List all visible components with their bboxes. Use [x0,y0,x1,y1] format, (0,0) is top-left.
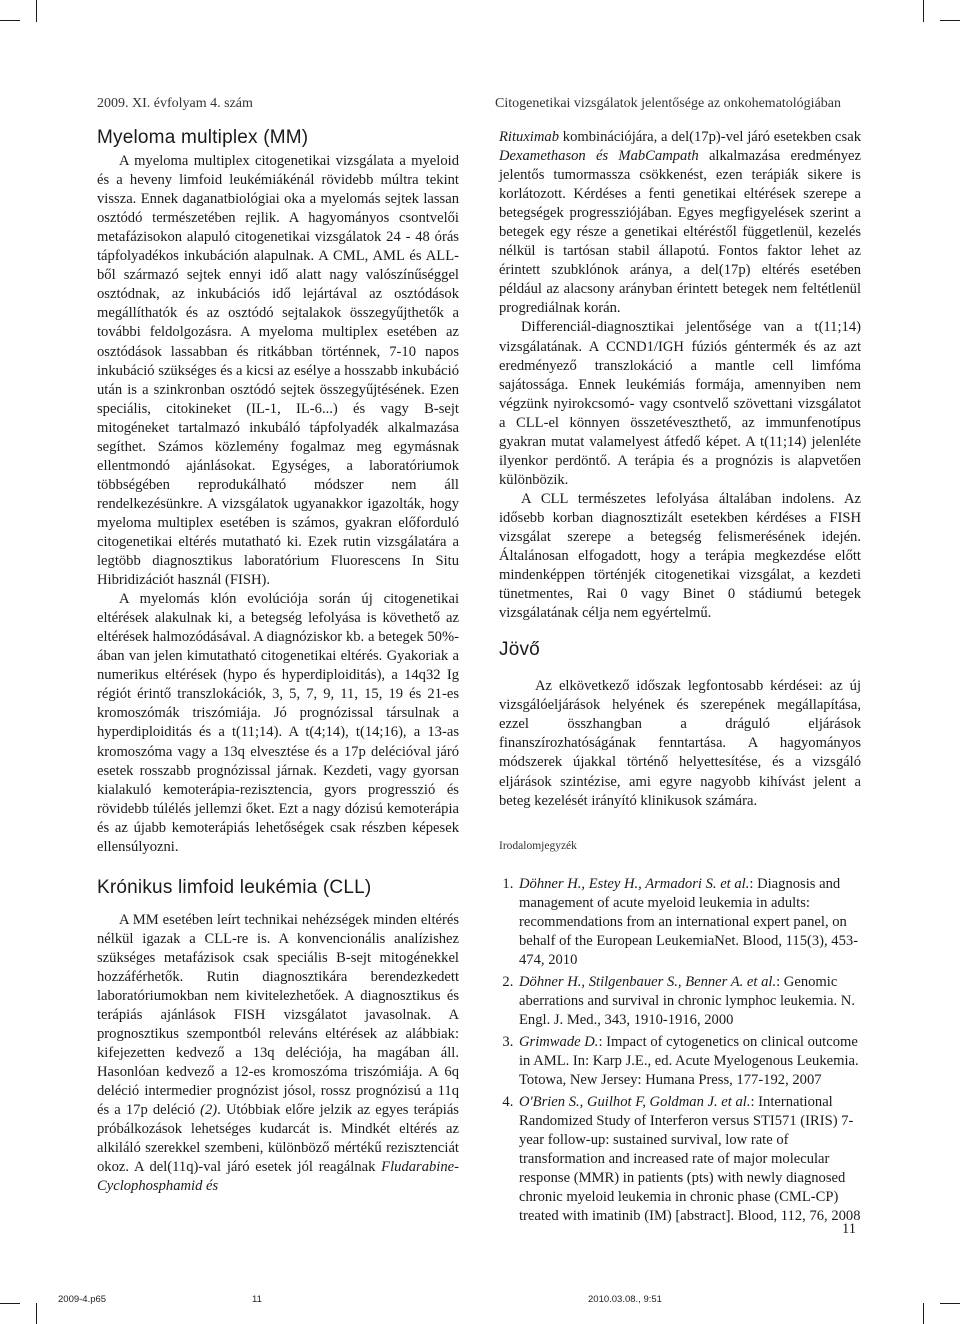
reference-item [517,1033,861,1090]
running-header-right: Citogenetikai vizsgálatok jelentősége az onkohematológiában [495,96,842,111]
crop-mark [923,1303,924,1324]
footer-timestamp: 2010.03.08., 9:51 [588,1294,662,1305]
reference-text: : Genomic aberrations and survival in chronic lymphoc leukemia. N. Engl. J. Med., 343, 1910-1916, 2000 [519,973,855,1028]
reference-text: : International Randomized Study of Interferon versus STI571 (IRIS) 7-year follow-up: sustained survival, low rate of transformation and increased rate of major molecular response (MMR) in patients (pts) with newly diagnosed chronic myeloid leukemia in chronic phase (CML-CP) treated with imatinib (IM) [abstract]. Blood, 112, 76, 2008 [519,1094,861,1225]
right-column [499,128,861,1229]
crop-mark [0,20,20,21]
references-title: Irodalomjegyzék [499,839,577,852]
reference-item [517,1093,861,1226]
section-title-cll: Krónikus limfoid leukémia (CLL) [97,876,372,898]
reference-list [499,875,861,1227]
reference-authors: Döhner H., Stilgenbauer S., Benner A. et al. [519,973,777,990]
crop-mark [0,1303,20,1304]
citation: (2) [200,1102,218,1119]
left-column [97,128,459,1197]
drug-name: Dexamethason és MabCampath [499,148,699,165]
paragraph-text: . Utóbbiak előre jelzik az egyes terápiás próbálkozások lehetséges kudarcát is. Mindkét eltérés az alkiláló szerekkel szembeni, különböző mértékű rezisztenciát okoz. A del(11q)-val járó esetek jól reagálnak [97,1102,459,1176]
body-paragraph: Differenciál-diagnosztikai jelentősége van a t(11;14) vizsgálatának. A CCND1/IGH fúziós géntermék és az azt eredményező transzlokáció a mantle cell limfóma sajátossága. Ennek leukémiás formája, amennyiben nem végzünk nyirokcsomó- vagy csontvelő szövettani vizsgálatot a CLL-el könnyen összetéveszthető, az immunfenotípus gyakran mutat valamelyest átfedő képet. A t(11;14) jelenléte ilyenkor perdöntő. A terápia és a prognózis is alapvetően különbözik. [499,319,861,488]
paragraph-text: kombinációjára, a del(17p)-vel járó esetekben csak [559,129,861,145]
reference-text: : Diagnosis and management of acute myeloid leukemia in adults: recommendations from an international expert panel, on behalf of the European LeukemiaNet. Blood, 115(3), 453-474, 2010 [519,875,859,968]
drug-name: Fludarabine-Cyclophosphamid és [97,1159,459,1195]
body-paragraph: A myelomás klón evolúciója során új citogenetikai eltérések alakulnak ki, a betegség lefolyása is követhető az eltérések halmozódásával. A diagnóziskor kb. a betegek 50%-ában van jelen kimutatható citogenetikai eltérés. Gyakoriak a numerikus eltérések (hypo és hyperdiploiditás), a 14q32 Ig régiót érintő transzlokációk, 3, 5, 7, 9, 11, 15, 19 és 21-es kromoszómák triszómiája. Jó prognózissal társulnak a hyperdiploiditás és a t(11;14). A t(4;14), t(14;16), a 13-as kromoszóma vagy a 13q elvesztése és a 17p delécióval járó esetek rosszabb prognózissal járnak. Kezdeti, vagy gyorsan kialakuló kemoterápia-rezisztencia, gyors progresszió és rövidebb túlélés jellemzi őket. Ezt a nagy dózisú kemoterápia és az újabb kemoterápiás lehetőségek csak részben képesek ellensúlyozni. [97,591,459,855]
body-paragraph [97,911,459,1197]
crop-mark [940,1303,960,1304]
footer-file: 2009-4.p65 [58,1294,107,1305]
reference-authors: Döhner H., Estey H., Armadori S. et al. [519,875,750,892]
reference-item [517,973,861,1030]
page-number: 11 [842,1221,856,1237]
reference-authors: Grimwade D. [519,1034,599,1051]
body-paragraph: A myeloma multiplex citogenetikai vizsgálata a myeloid és a heveny limfoid leukémiákénál rövidebb múltra tekint vissza. Ennek daganatbiológiai oka a myelomás sejtek lassan osztódó természetében rejlik. A hagyományos csontvelői metafázisokon alapuló citogenetikai vizsgálatok 24 - 48 órás tápfolyadékos inkubáción alapulnak. A CML, AML és ALL-ből származó sejtek ennyi idő alatt nagy valószínűséggel osztódnak, az inkubációs idő lejártával az osztódások megállíthatók és az osztódó sejtalakok összegyűjthetők a további feldolgozásra. A myeloma multiplex esetében az osztódások lassabban és ritkábban történnek, 7-10 napos inkubáció szükséges és a kicsi az esélye a hosszabb inkubáció után is a szinkronban osztódó sejtek összegyűjtésének. Ezen speciális, citokineket (IL-1, IL-6...) és vagy B-sejt mitogéneket tartalmazó inkubáló tápfolyadék alkalmazása segíthet. Számos közlemény fogalmaz meg egymásnak ellentmondó ajánlásokat. Egységes, a laboratóriumok többségében reprodukálható módszer nem áll rendelkezésünkre. A vizsgálatok ugyanakkor igazolták, hogy myeloma multiplex esetében is számos, gyakran előforduló citogenetikai eltérés mutatható ki. Ezek rutin vizsgálatára a legtöbb diagnosztikus laboratórium Fluorescens In Situ Hibridizációt használ (FISH). [97,153,459,589]
drug-name: Rituximab [499,129,559,145]
body-paragraph: Az elkövetkező időszak legfontosabb kérdései: az új vizsgálóeljárások helyének és szerepének megállapítása, ezzel összhangban a dráguló eljárások finanszírozhatóságának fenntartása. A hagyományos módszerek újakkal történő helyettesítése, és a vizsgáló eljárások szintézise, ami egyre nagyobb kihívást jelent a beteg kezelését irányító klinikusok számára. [499,678,861,809]
paragraph-text: A MM esetében leírt technikai nehézségek minden eltérés nélkül igazak a CLL-re is. A konvencionális analízishez szükséges metafázisok csak speciális B-sejt mitogénekkel hozzáférhetők. Rutin diagnosztikára berendezkedett laboratóriumokban nem kivitelezhetőek. A diagnosztikus és terápiás ajánlások FISH vizsgálatot javasolnak. A prognosztikus szempontból releváns eltérések az alábbiak: kifejezetten kedvező a 13q deléciója, ha magában áll. Hasonlóan kedvező a 12-es kromoszóma triszómiája. A 6q deléció intermedier prognózist jósol, rossz prognózisú a 11q és a 17p deléció [97,911,459,1119]
reference-text: : Impact of cytogenetics on clinical outcome in AML. In: Karp J.E., ed. Acute Myelogenous Leukemia. Totowa, New Jersey: Humana Press, 177-192, 2007 [519,1034,859,1089]
body-paragraph [499,128,861,318]
body-paragraph: A CLL természetes lefolyása általában indolens. Az idősebb korban diagnosztizált esetekben kérdéses a FISH vizsgálat szerepe a betegség felismerésének idején. Általánosan elfogadott, hogy a terápia megkezdése előtt mindenképpen történjék citogenetikai vizsgálat, a kezdeti tünetmentes, Rai 0 vagy Binet 0 stádiumú betegek vizsgálatának célja nem egyértelmű. [499,490,861,622]
crop-mark [36,1303,37,1324]
reference-item [517,875,861,970]
footer-page: 11 [252,1294,262,1305]
crop-mark [923,0,924,22]
reference-authors: O'Brien S., Guilhot F, Goldman J. et al. [519,1094,751,1111]
crop-mark [36,0,37,22]
crop-mark [940,20,960,21]
section-title-myeloma: Myeloma multiplex (MM) [97,127,309,148]
paragraph-text: alkalmazása eredményez jelentős tumormassza csökkenést, ezen terápiák sikere is korlátozott. Kérdéses a fenti genetikai eltérések szerepe a betegségek progressziójában. Egyes megfigyelések szerint a betegek egy része a genetikai eltéréstől függetlenül, kezelés nélkül is tartósan stabil állapotú. Fontos faktor lehet az érintett szubklónok aránya, a del(17p) eltérés esetében például az alacsony arányban érintett betegek nem feltétlenül progrediálnak korán. [499,148,862,317]
running-header-left: 2009. XI. évfolyam 4. szám [97,96,253,111]
section-title-future: Jövő [499,639,540,661]
